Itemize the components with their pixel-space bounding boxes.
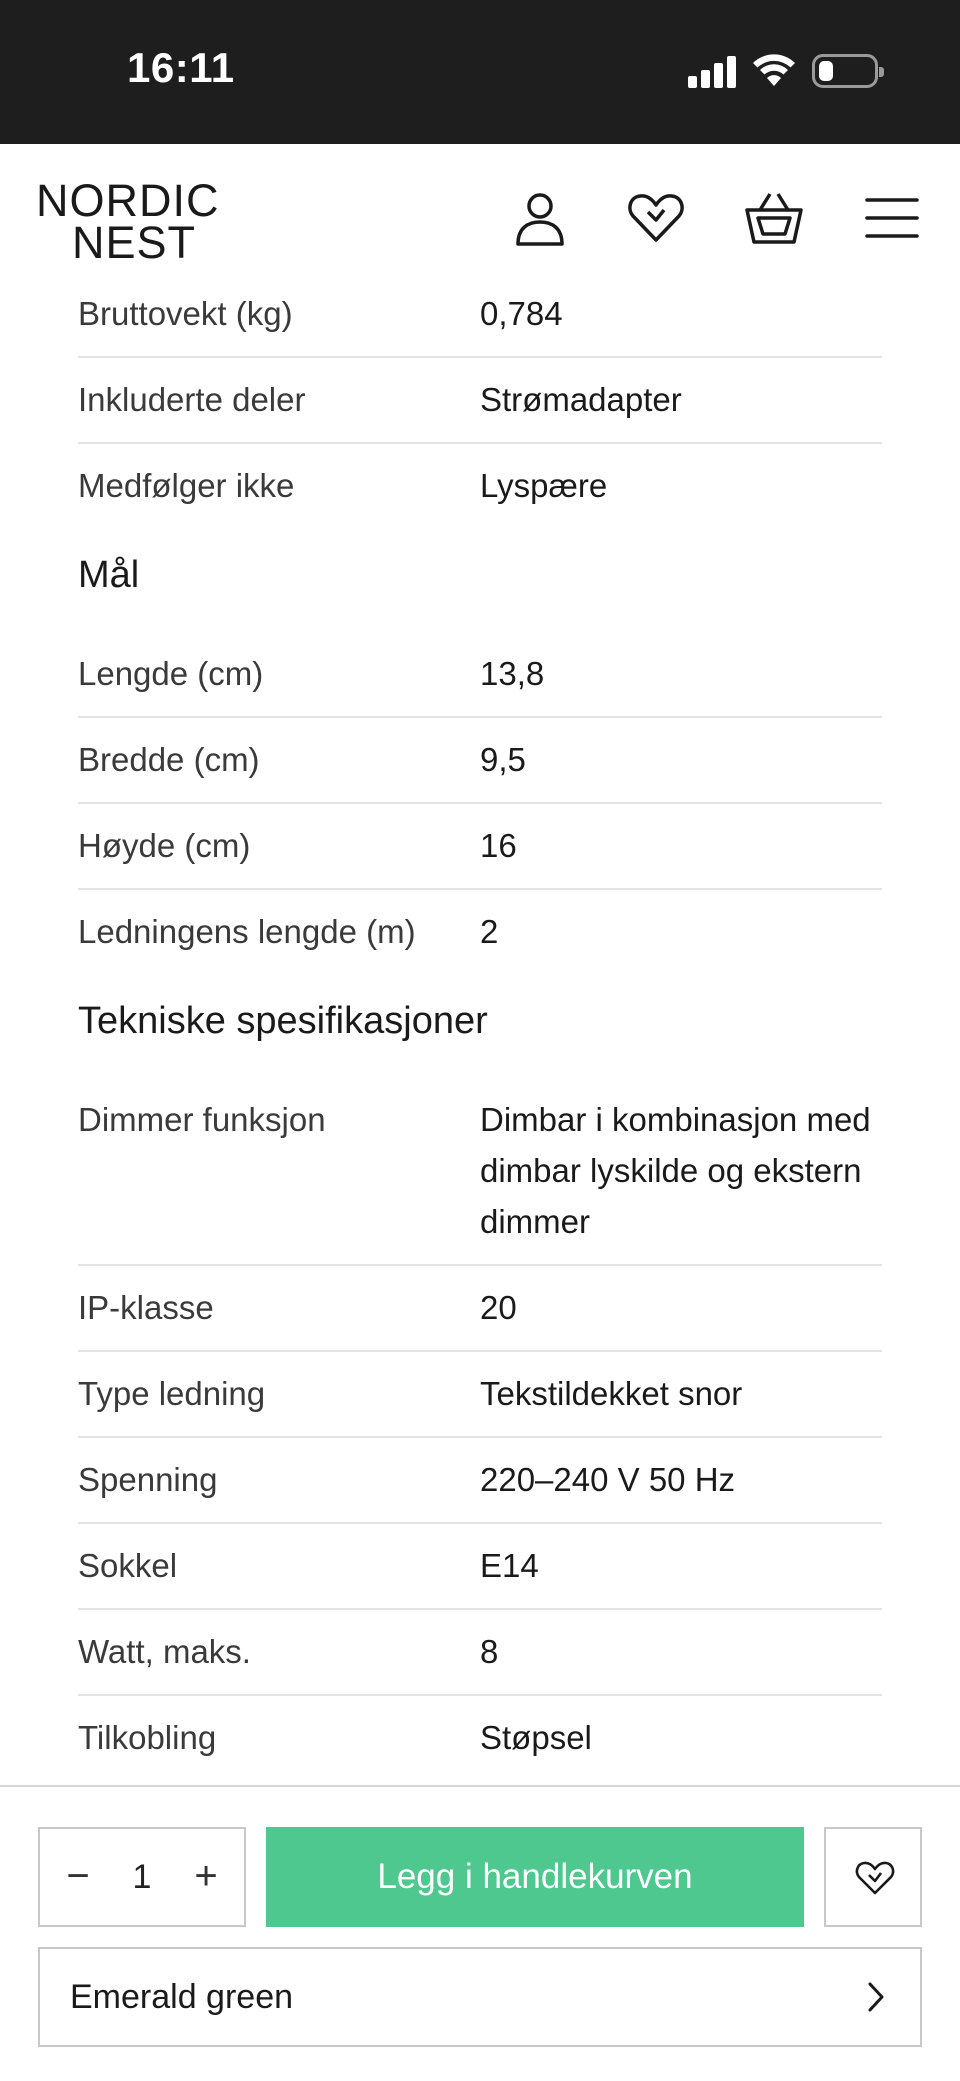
purchase-bar [0, 1785, 960, 2081]
menu-icon[interactable] [862, 188, 922, 248]
spec-row-lengde [78, 632, 882, 718]
increase-quantity-button[interactable]: + [194, 1854, 218, 1898]
spec-value: 8 [480, 1633, 499, 1670]
spec-value: E14 [480, 1547, 539, 1584]
spec-value: Tekstildekket snor [480, 1375, 743, 1412]
heart-icon[interactable] [626, 188, 686, 248]
spec-row-inkluderte-deler [78, 358, 882, 444]
status-time: 16:11 [127, 44, 235, 91]
spec-value: 220–240 V 50 Hz [480, 1461, 736, 1498]
spec-label: Tilkobling [78, 1719, 217, 1756]
user-icon[interactable] [510, 188, 570, 248]
spec-label: Spenning [78, 1461, 218, 1498]
spec-label: Medfølger ikke [78, 467, 295, 504]
spec-value: 16 [480, 827, 517, 864]
spec-label: Dimmer funksjon [78, 1101, 326, 1138]
add-to-wishlist-button[interactable] [824, 1827, 922, 1927]
spec-value: 13,8 [480, 655, 545, 692]
spec-row-spenning [78, 1438, 882, 1524]
add-to-cart-button[interactable]: Legg i handlekurven [266, 1827, 804, 1927]
nordic-nest-logo[interactable] [36, 175, 236, 268]
spec-row-bruttovekt [78, 272, 882, 358]
variant-selector[interactable] [38, 1947, 922, 2047]
spec-label: Type ledning [78, 1375, 266, 1412]
spec-label: Høyde (cm) [78, 827, 251, 864]
chevron-right-icon [866, 1981, 886, 2013]
spec-value: Dimbar i kombinasjon med dimbar lyskilde og ekstern dimmer [480, 1101, 871, 1240]
quantity-stepper [38, 1827, 246, 1927]
spec-label: IP-klasse [78, 1289, 214, 1326]
logo-line-1: NORDIC [36, 175, 220, 226]
status-bar [0, 0, 960, 144]
spec-label: Inkluderte deler [78, 381, 306, 418]
spec-value: 0,784 [480, 295, 563, 332]
spec-row-hoyde [78, 804, 882, 890]
spec-label: Sokkel [78, 1547, 178, 1584]
wifi-icon [752, 52, 796, 88]
spec-value: Støpsel [480, 1719, 592, 1756]
cellular-signal-icon [688, 56, 738, 88]
spec-label: Bredde (cm) [78, 741, 260, 778]
spec-row-tilkobling [78, 1696, 882, 1780]
basket-icon[interactable] [744, 188, 804, 248]
spec-value: 9,5 [480, 741, 526, 778]
spec-row-sokkel [78, 1524, 882, 1610]
spec-label: Bruttovekt (kg) [78, 295, 293, 332]
variant-label: Emerald green [70, 1978, 294, 2016]
spec-row-ledningens-lengde [78, 890, 882, 974]
spec-row-watt-maks [78, 1610, 882, 1696]
spec-row-medfolger-ikke [78, 444, 882, 528]
logo-line-2: NEST [72, 217, 197, 268]
spec-value: 2 [480, 913, 499, 950]
quantity-value[interactable]: 1 [132, 1858, 152, 1896]
battery-icon [812, 54, 878, 88]
spec-value: Strømadapter [480, 381, 682, 418]
section-title-technical: Tekniske spesifikasjoner [78, 1000, 488, 1042]
spec-value: Lyspære [480, 467, 608, 504]
decrease-quantity-button[interactable]: − [66, 1854, 90, 1898]
spec-row-dimmer-funksjon [78, 1078, 882, 1266]
spec-row-bredde [78, 718, 882, 804]
spec-row-type-ledning [78, 1352, 882, 1438]
section-title-dimensions: Mål [78, 554, 140, 596]
spec-label: Ledningens lengde (m) [78, 913, 416, 950]
heart-icon [855, 1860, 895, 1896]
spec-label: Lengde (cm) [78, 655, 264, 692]
product-specifications [78, 272, 882, 1780]
spec-row-ip-klasse [78, 1266, 882, 1352]
spec-value: 20 [480, 1289, 517, 1326]
site-header [0, 144, 960, 284]
spec-label: Watt, maks. [78, 1633, 251, 1670]
